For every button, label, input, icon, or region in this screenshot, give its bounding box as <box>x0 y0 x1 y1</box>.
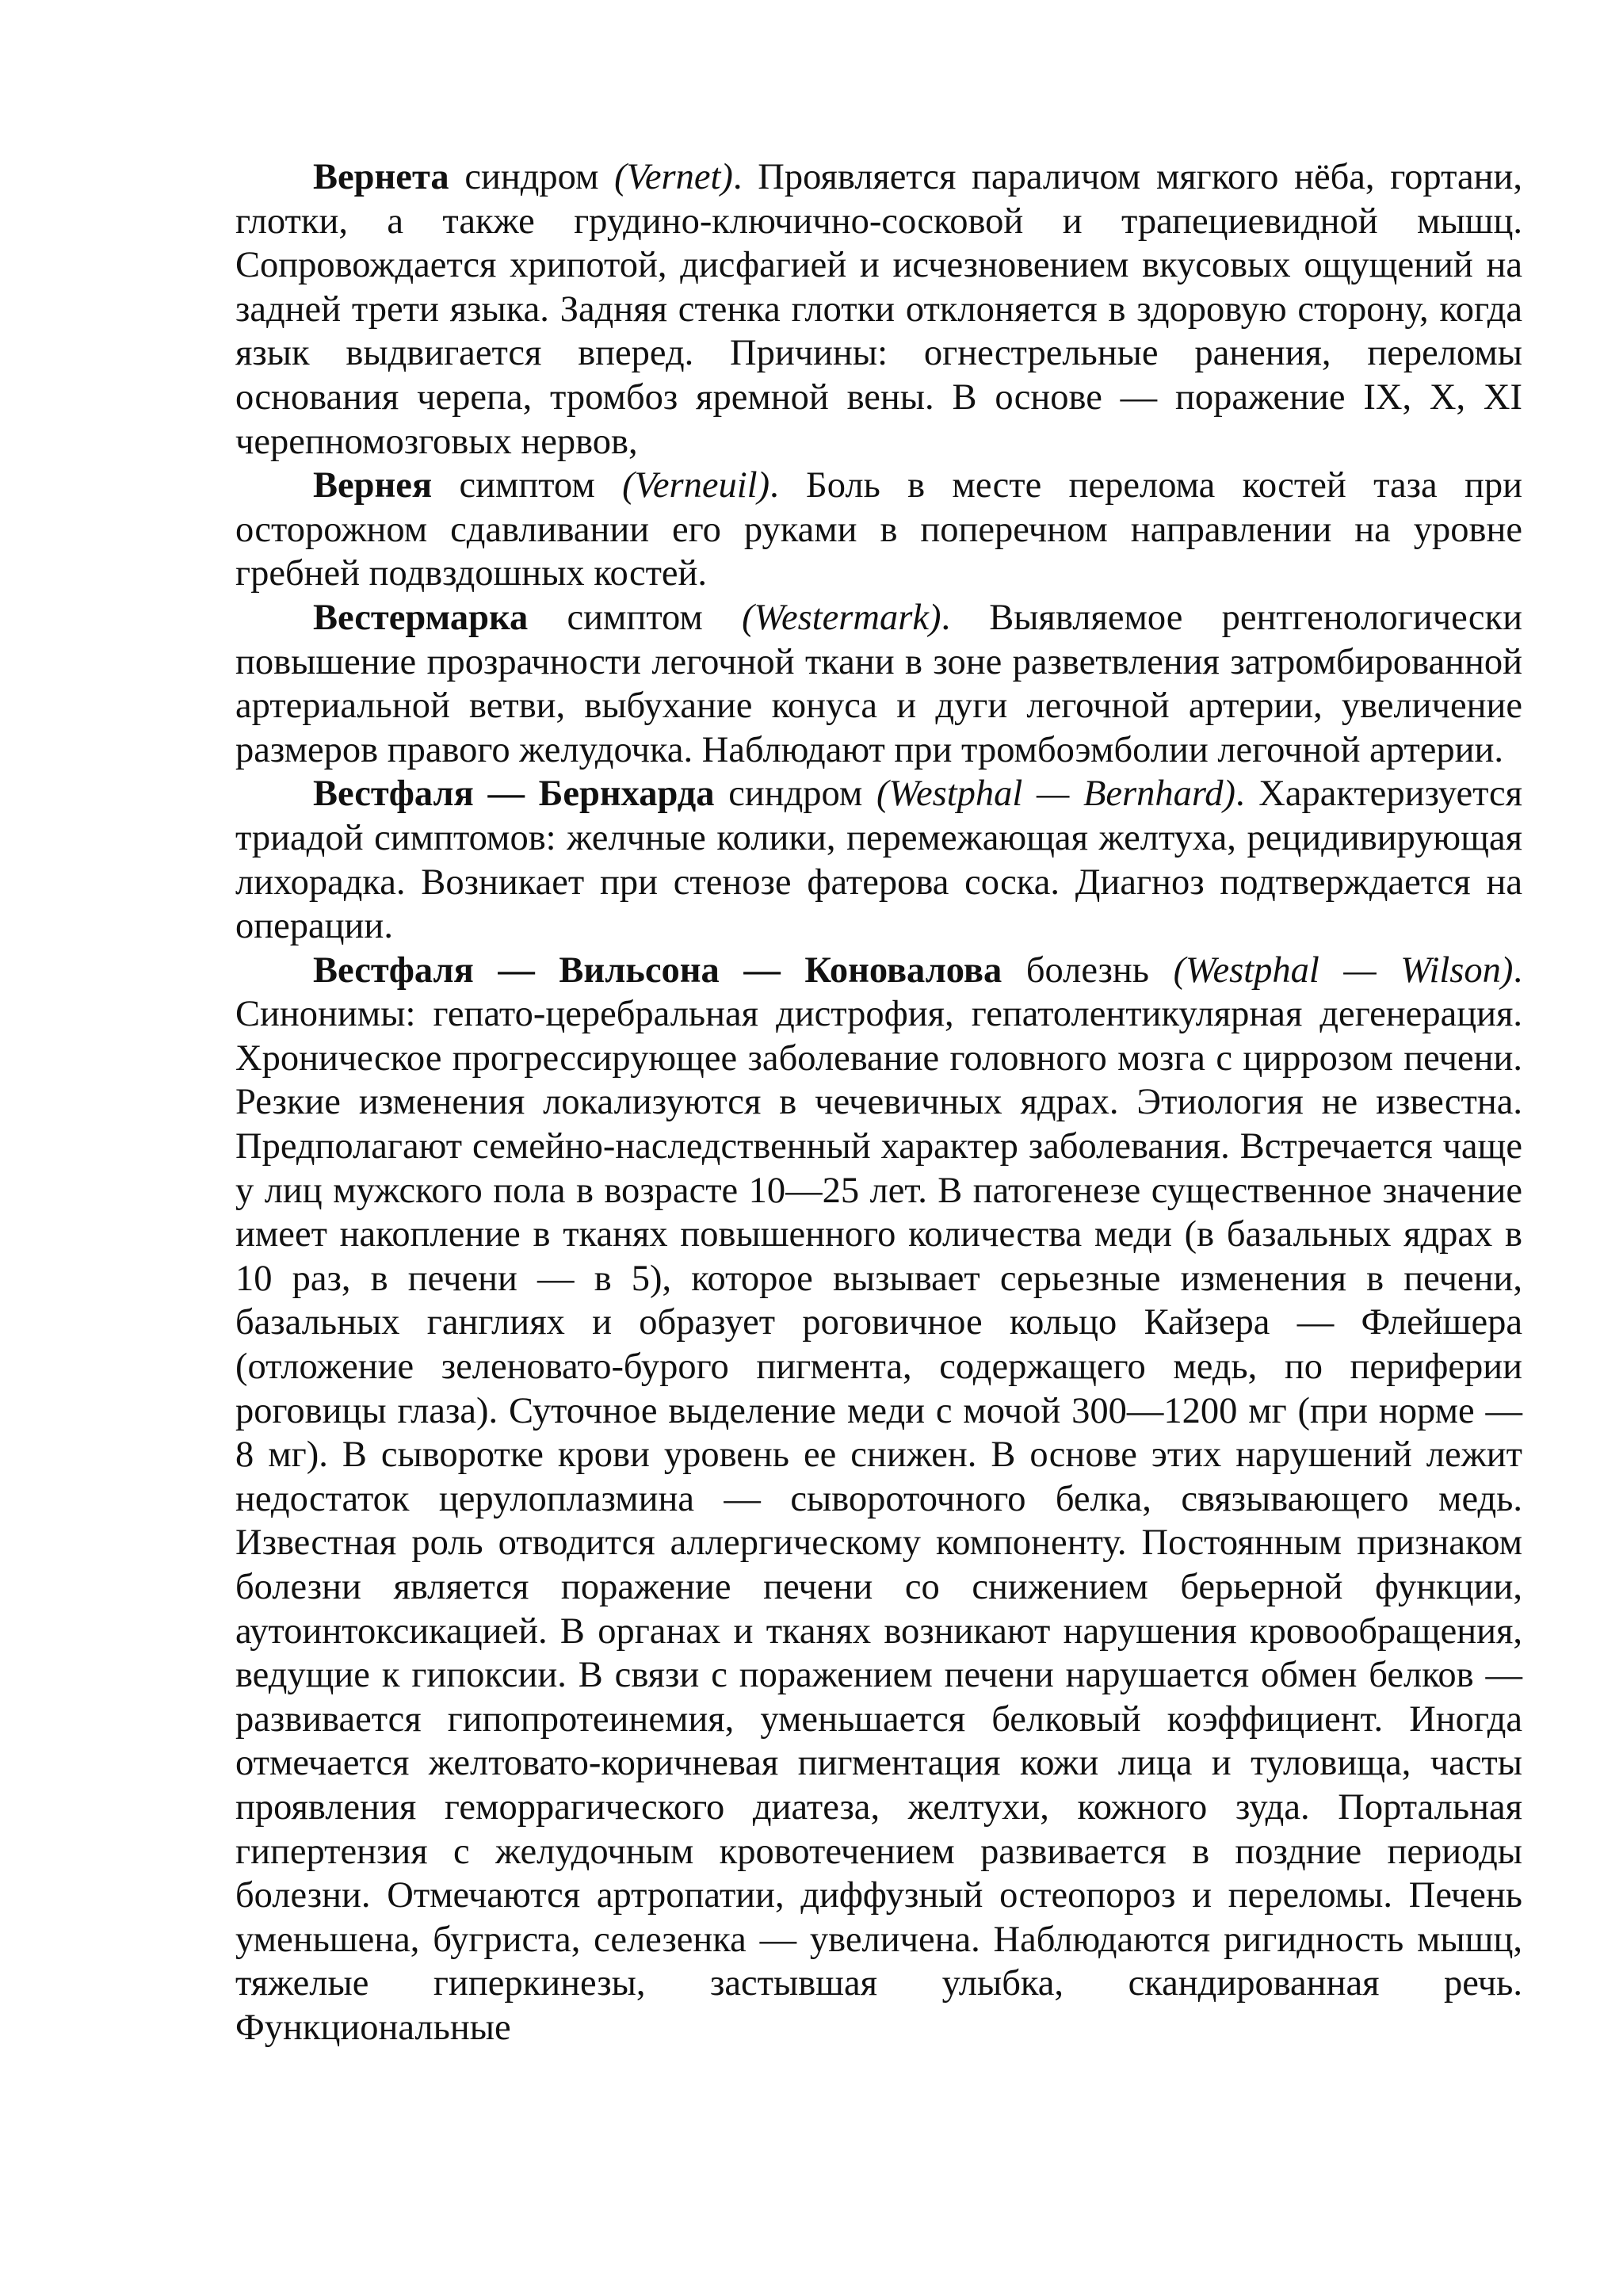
document-page <box>235 155 1522 2050</box>
entry-kind: симптом <box>459 465 595 506</box>
entry-latin-name: (Verneuil) <box>622 465 770 506</box>
entry-verneuil: Вернея симптом (Verneuil). Боль в месте перелома костей таза при осторожном сдавливании его руками в поперечном направлении на уровне гребней подвздошных костей. <box>235 465 1523 594</box>
entry-latin-name: (Westphal — Wilson) <box>1173 949 1514 991</box>
entry-text: Синонимы: гепато-церебральная дистрофия, гепатолентикулярная дегенерация. Хроническое прогрессирующее заболевание головного мозга с циррозом печени. Резкие изменения локализуются в чечевичных ядрах. Этиология не известна. Предполагают семейно-наследственный характер заболевания. Встречается чаще у лиц мужского пола в возрасте 10—25 лет. В патогенезе существенное значение имеет накопление в тканях повышенного количества меди (в базальных ядрах в 10 раз, в печени — в 5), которое вызывает серьезные изменения в печени, базальных ганглиях и образует роговичное кольцо Кайзера — Флейшера (отложение зеленовато-бурого пигмента, содержащего медь, по периферии роговицы глаза). Суточное выделение меди с мочой 300—1200 мг (при норме — 8 мг). В сыворотке крови уровень ее снижен. В основе этих нарушений лежит недостаток церулоплазмина — сывороточного белка, связывающего медь. Известная роль отводится аллергическому компоненту. Постоянным признаком болезни является поражение печени со снижением берьерной функции, аутоинтоксикацией. В органах и тканях возникают нарушения кровообращения, ведущие к гипоксии. В связи с поражением печени нарушается обмен белков — развивается гипопротеинемия, уменьшается белковый коэффициент. Иногда отмечается желтовато-коричневая пигментация кожи лица и туловища, часты проявления геморрагического диатеза, желтухи, кожного зуда. Портальная гипертензия с желудочным кровотечением развивается в поздние периоды болезни. Отмечаются артропатии, диффузный остеопороз и переломы. Печень уменьшена, бугриста, селезенка — увеличена. Наблюдаются ригидность мышц, тяжелые гиперкинезы, застывшая улыбка, скандированная речь. Функциональные <box>235 994 1522 2048</box>
entry-text: Боль в месте перелома костей таза при осторожном сдавливании его руками в поперечном направлении на уровне гребней подвздошных костей. <box>235 465 1523 594</box>
entry-latin-name: (Westphal — Bernhard) <box>876 774 1235 815</box>
entry-term: Вестфаля — Бернхарда <box>313 774 715 815</box>
entry-term: Вестермарка <box>313 597 529 638</box>
entry-text: Характеризуется триадой симптомов: желчные колики, перемежающая желтуха, рецидивирующая лихорадка. Возникает при стенозе фатерова соска. Диагноз подтверждается на операции. <box>235 774 1523 947</box>
entry-vernet: Вернета синдром (Vernet). Проявляется параличом мягкого нёба, гортани, глотки, а также грудино-ключично-сосковой и трапециевидной мышц. Сопровождается хрипотой, дисфагией и исчезновением вкусовых ощущений на задней трети языка. Задняя стенка глотки отклоняется в здоровую сторону, когда язык выдвигается вперед. Причины: огнестрельные ранения, переломы основания черепа, тромбоз яремной вены. В основе — поражение IX, X, XI черепномозговых нервов, <box>235 157 1522 462</box>
entry-term: Вестфаля — Вильсона — Коновалова <box>313 949 1002 991</box>
entry-term: Вернея <box>313 465 433 506</box>
entry-westphal-wilson-konovalov: Вестфаля — Вильсона — Коновалова болезнь (Westphal — Wilson). Синонимы: гепато-церебральная дистрофия, гепатолентикулярная дегенерация. Хроническое прогрессирующее заболевание головного мозга с циррозом печени. Резкие изменения локализуются в чечевичных ядрах. Этиология не известна. Предполагают семейно-наследственный характер заболевания. Встречается чаще у лиц мужского пола в возрасте 10—25 лет. В патогенезе существенное значение имеет накопление в тканях повышенного количества меди (в базальных ядрах в 10 раз, в печени — в 5), которое вызывает серьезные изменения в печени, базальных ганглиях и образует роговичное кольцо Кайзера — Флейшера (отложение зеленовато-бурого пигмента, содержащего медь, по периферии роговицы глаза). Суточное выделение меди с мочой 300—1200 мг (при норме — 8 мг). В сыворотке крови уровень ее снижен. В основе этих нарушений лежит недостаток церулоплазмина — сывороточного белка, связывающего медь. Известная роль отводится аллергическому компоненту. Постоянным признаком болезни является поражение печени со снижением берьерной функции, аутоинтоксикацией. В органах и тканях возникают нарушения кровообращения, ведущие к гипоксии. В связи с поражением печени нарушается обмен белков — развивается гипопротеинемия, уменьшается белковый коэффициент. Иногда отмечается желтовато-коричневая пигментация кожи лица и туловища, часты проявления геморрагического диатеза, желтухи, кожного зуда. Портальная гипертензия с желудочным кровотечением развивается в поздние периоды болезни. Отмечаются артропатии, диффузный остеопороз и переломы. Печень уменьшена, бугриста, селезенка — увеличена. Наблюдаются ригидность мышц, тяжелые гиперкинезы, застывшая улыбка, скандированная речь. Функциональные <box>235 949 1523 2048</box>
entry-kind: болезнь <box>1025 949 1149 991</box>
entry-latin-name: (Vernet) <box>614 157 733 197</box>
entry-text: Выявляемое рентгенологически повышение прозрачности легочной ткани в зоне разветвления затромбированной артериальной ветви, выбухание конуса и дуги легочной артерии, увеличение размеров правого желудочка. Наблюдают при тромбоэмболии легочной артерии. <box>235 597 1523 770</box>
entry-kind: синдром <box>728 774 863 815</box>
entry-westphal-bernhard: Вестфаля — Бернхарда синдром (Westphal — Bernhard). Характеризуется триадой симптомов: желчные колики, перемежающая желтуха, рецидивирующая лихорадка. Возникает при стенозе фатерова соска. Диагноз подтверждается на операции. <box>235 774 1523 947</box>
entry-text: Проявляется параличом мягкого нёба, гортани, глотки, а также грудино-ключично-сосковой и трапециевидной мышц. Сопровождается хрипотой, дисфагией и исчезновением вкусовых ощущений на задней трети языка. Задняя стенка глотки отклоняется в здоровую сторону, когда язык выдвигается вперед. Причины: огнестрельные ранения, переломы основания черепа, тромбоз яремной вены. В основе — поражение IX, X, XI черепномозговых нервов, <box>235 157 1522 462</box>
entry-westermark: Вестермарка симптом (Westermark). Выявляемое рентгенологически повышение прозрачности легочной ткани в зоне разветвления затромбированной артериальной ветви, выбухание конуса и дуги легочной артерии, увеличение размеров правого желудочка. Наблюдают при тромбоэмболии легочной артерии. <box>235 597 1523 770</box>
entry-kind: синдром <box>464 157 599 197</box>
entry-term: Вернета <box>313 157 449 197</box>
entry-latin-name: (Westermark) <box>742 597 941 638</box>
entry-kind: симптом <box>567 597 703 638</box>
